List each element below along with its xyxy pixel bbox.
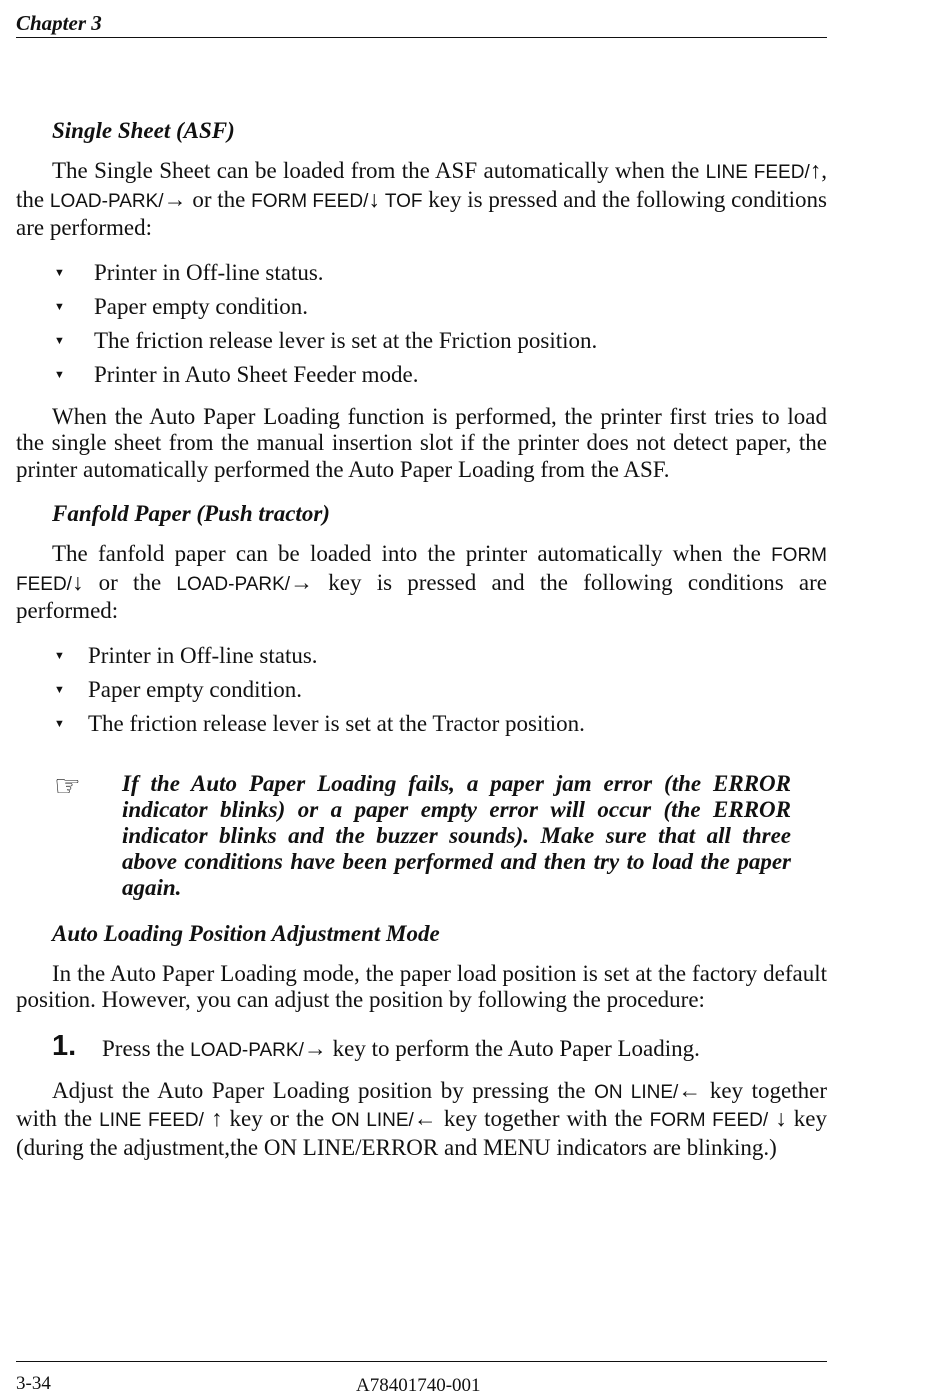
list-item: ▼ Printer in Auto Sheet Feeder mode.: [16, 358, 827, 392]
page-header: [16, 10, 827, 38]
arrow-right-icon: →: [163, 186, 187, 212]
key-line-feed: LINE FEED/: [99, 1110, 204, 1131]
page-footer: [16, 1361, 827, 1396]
key-load-park: LOAD-PARK/: [190, 1039, 304, 1061]
list-item: ▼ The friction release lever is set at the Tractor position.: [16, 707, 827, 741]
arrow-down-icon: ↓: [71, 569, 84, 595]
adjustment-intro: In the Auto Paper Loading mode, the paper load position is set at the factory default position. However, you can adjust the position by following the procedure:: [16, 960, 827, 1012]
chapter-title: Chapter 3: [16, 11, 102, 35]
list-item: ▼ Paper empty condition.: [16, 290, 827, 324]
list-item: ▼ The friction release lever is set at the Friction position.: [16, 324, 827, 358]
fanfold-intro: The fanfold paper can be loaded into the printer automatically when the FORM FEED/↓ or the LOAD-PARK/→ key is pressed and the following conditions are performed:: [16, 541, 827, 623]
single-sheet-conditions: [16, 256, 827, 392]
single-sheet-after: When the Auto Paper Loading function is performed, the printer first tries to load the single sheet from the manual insertion slot if the printer does not detect paper, the printer automatically performed the Auto Paper Loading from the ASF.: [16, 403, 827, 482]
section-heading-fanfold: Fanfold Paper (Push tractor): [52, 501, 330, 526]
arrow-left-icon: ←: [678, 1077, 702, 1103]
key-form-feed: FORM FEED/: [16, 545, 827, 595]
arrow-up-icon: ↑: [203, 1106, 223, 1131]
list-item: ▼ Printer in Off-line status.: [16, 639, 827, 673]
list-item: ▼ Printer in Off-line status.: [16, 256, 827, 290]
step-number: 1.: [52, 1029, 77, 1062]
page-content: [16, 116, 827, 1161]
arrow-right-icon: →: [290, 569, 314, 595]
note-box: [16, 771, 791, 901]
bullet-icon: ▼: [54, 334, 65, 347]
fanfold-conditions: [16, 639, 827, 741]
page-number: 3-34: [16, 1373, 51, 1394]
single-sheet-intro: The Single Sheet can be loaded from the ASF automatically when the LINE FEED/↑, the LOAD-PARK/→ or the FORM FEED/↓ TOF key is pressed and the following conditions are performed:: [16, 158, 827, 240]
key-form-feed: FORM FEED/: [649, 1110, 769, 1131]
note-text: If the Auto Paper Loading fails, a paper jam error (the ERROR indicator blinks) or a paper empty error will occur (the ERROR indicator blinks and the buzzer sounds). Make sure that all three above conditions have been performed and then try to load the paper again.: [122, 770, 791, 900]
key-form-feed: FORM FEED/: [251, 190, 369, 212]
key-tof: TOF: [379, 190, 423, 212]
bullet-icon: ▼: [54, 368, 65, 381]
key-on-line: ON LINE/: [331, 1110, 414, 1131]
key-on-line: ON LINE/: [594, 1081, 679, 1103]
arrow-down-icon: ↓: [768, 1106, 787, 1131]
bullet-icon: ▼: [54, 649, 65, 662]
procedure-step: 1. Press the LOAD-PARK/→ key to perform the Auto Paper Loading.: [52, 1029, 700, 1062]
key-load-park: LOAD-PARK/: [176, 573, 291, 595]
arrow-left-icon: ←: [413, 1106, 437, 1131]
section-heading-single-sheet: Single Sheet (ASF): [52, 118, 235, 143]
bullet-icon: ▼: [54, 300, 65, 313]
section-heading-adjustment: Auto Loading Position Adjustment Mode: [52, 920, 440, 946]
document-number: A78401740-001: [356, 1375, 481, 1396]
adjustment-instructions: Adjust the Auto Paper Loading position by pressing the ON LINE/← key together with the LINE FEED/ ↑ key or the ON LINE/← key together with the FORM FEED/ ↓ key (during the adjustment,the ON LINE/ERROR and MENU indicators are blinking.): [16, 1077, 827, 1160]
arrow-up-icon: ↑: [809, 158, 822, 183]
bullet-icon: ▼: [54, 683, 65, 696]
bullet-icon: ▼: [54, 717, 65, 730]
arrow-down-icon: ↓: [368, 186, 380, 212]
arrow-right-icon: →: [303, 1035, 327, 1061]
key-load-park: LOAD-PARK/: [49, 190, 164, 212]
list-item: ▼ Paper empty condition.: [16, 673, 827, 707]
bullet-icon: ▼: [54, 266, 65, 279]
pointing-hand-icon: ☞: [54, 769, 81, 803]
key-line-feed: LINE FEED/: [705, 162, 810, 183]
